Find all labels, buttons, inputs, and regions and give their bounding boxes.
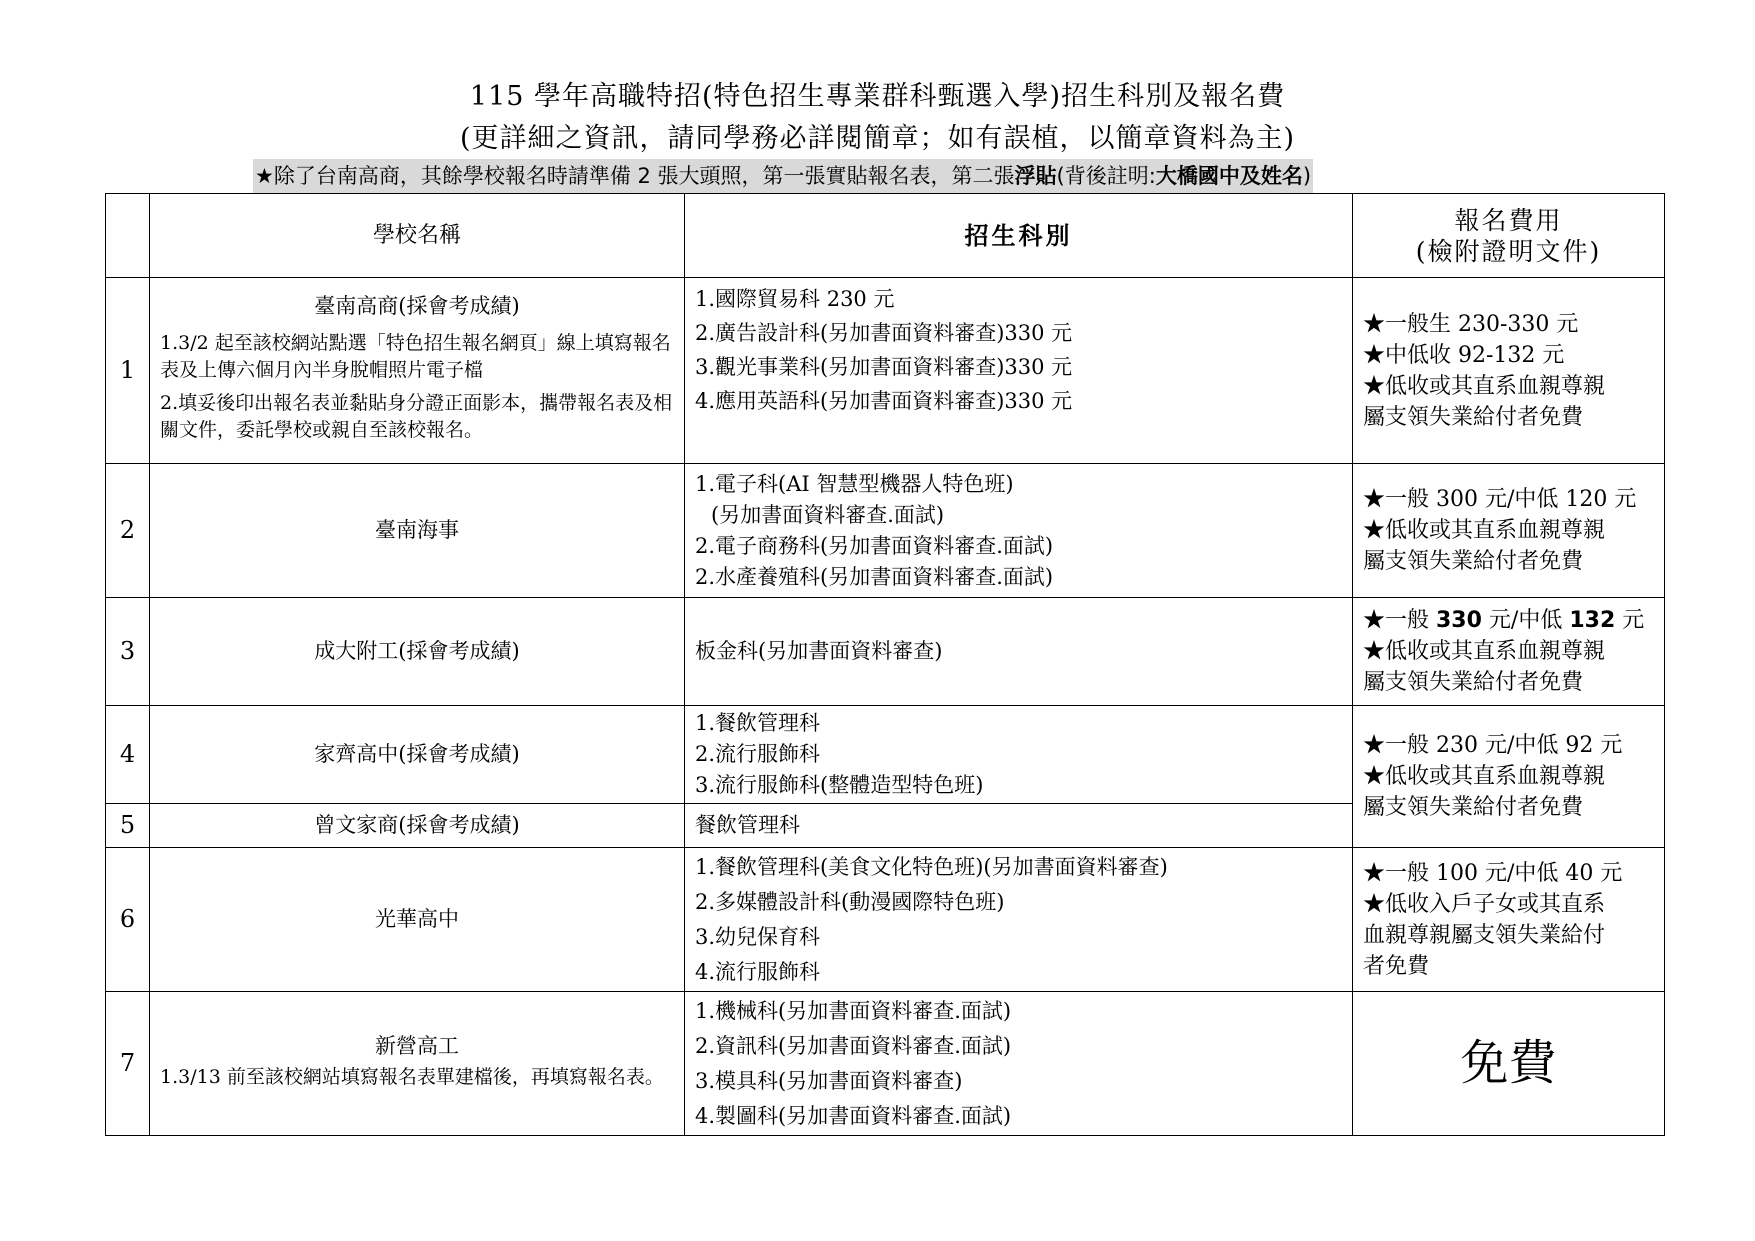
program-item: 2.廣告設計科(另加書面資料審查)330 元 [695, 321, 1073, 345]
fee-line: 屬支領失業給付者免費 [1363, 404, 1584, 430]
page-subtitle: (更詳細之資訊，請同學務必詳閱簡章；如有誤植，以簡章資料為主) [459, 123, 1296, 154]
school-step: 1.3/13 前至該校網站填寫報名表單建檔後，再填寫報名表。 [160, 1065, 664, 1088]
program-item: 2.資訊科(另加書面資料審查.面試) [695, 1033, 1012, 1058]
programs-cell [685, 848, 1353, 992]
fee-line: 血親尊親屬支領失業給付 [1363, 922, 1606, 948]
programs-cell [685, 464, 1353, 598]
admissions-table [105, 193, 1665, 1136]
program-item: 板金科(另加書面資料審查) [695, 639, 943, 663]
program-item: 3.幼兒保育科 [695, 924, 821, 949]
fee-cell [1353, 848, 1665, 992]
program-item: 3.模具科(另加書面資料審查) [695, 1068, 963, 1093]
table-row [106, 278, 1665, 464]
header-school: 學校名稱 [150, 194, 685, 278]
program-item: 2.流行服飾科 [695, 742, 821, 766]
program-item: 4.應用英語科(另加書面資料審查)330 元 [695, 389, 1073, 413]
table-row [106, 992, 1665, 1136]
school-name: 臺南高商(採會考成績) [314, 294, 520, 318]
fee-line: ★低收入戶子女或其直系 [1363, 891, 1606, 917]
programs-cell [685, 992, 1353, 1136]
program-item: 2.多媒體設計科(動漫國際特色班) [695, 889, 1005, 914]
header-fee-line: (檢附證明文件) [1415, 236, 1602, 266]
row-number: 7 [106, 992, 150, 1136]
row-number: 5 [106, 804, 150, 848]
programs-cell [685, 598, 1353, 706]
fee-cell [1353, 598, 1665, 706]
school-name: 曾文家商(採會考成績) [150, 804, 685, 848]
program-item: 3.觀光事業科(另加書面資料審查)330 元 [695, 355, 1073, 379]
fee-line: ★一般 330 元/中低 132 元 [1363, 608, 1645, 633]
notice-text: ) [1302, 164, 1312, 188]
program-item: 3.流行服飾科(整體造型特色班) [695, 773, 984, 797]
header-programs: 招生科別 [685, 194, 1353, 278]
notice-text: ★除了台南高商，其餘學校報名時請準備 2 張大頭照，第一張實貼報名表，第二張 [255, 164, 1015, 188]
program-item: 1.餐飲管理科 [695, 711, 821, 735]
programs-cell [685, 278, 1353, 464]
fee-line: ★一般 100 元/中低 40 元 [1363, 860, 1623, 886]
row-number: 1 [106, 278, 150, 464]
school-name: 新營高工 [375, 1033, 459, 1058]
fee-cell [1353, 278, 1665, 464]
school-step: 2.填妥後印出報名表並黏貼身分證正面影本，攜帶報名表及相關文件，委託學校或親自至該校報名。 [160, 392, 673, 441]
fee-free: 免費 [1353, 992, 1665, 1136]
fee-line: ★中低收 92-132 元 [1363, 342, 1565, 368]
notice-emphasis: 大橋國中及姓名 [1155, 164, 1303, 188]
school-name: 光華高中 [150, 848, 685, 992]
row-number: 2 [106, 464, 150, 598]
school-name: 成大附工(採會考成績) [150, 598, 685, 706]
row-number: 6 [106, 848, 150, 992]
table-row [106, 464, 1665, 598]
fee-line: 屬支領失業給付者免費 [1363, 549, 1584, 574]
header-fee [1353, 194, 1665, 278]
table-row [106, 848, 1665, 992]
program-item: 4.流行服飾科 [695, 959, 821, 984]
fee-line: ★一般 230 元/中低 92 元 [1363, 733, 1623, 758]
fee-cell [1353, 706, 1665, 848]
fee-line: ★一般生 230-330 元 [1363, 311, 1579, 337]
program-item: 2.電子商務科(另加書面資料審查.面試) [695, 533, 1054, 558]
row-number: 4 [106, 706, 150, 804]
program-item: 1.國際貿易科 230 元 [695, 287, 895, 311]
fee-line: 屬支領失業給付者免費 [1363, 795, 1584, 820]
school-cell [150, 278, 685, 464]
notice-emphasis: 浮貼 [1014, 164, 1057, 188]
program-item: 1.機械科(另加書面資料審查.面試) [695, 998, 1012, 1023]
fee-line: ★低收或其直系血親尊親 [1363, 518, 1606, 543]
fee-line: ★低收或其直系血親尊親 [1363, 373, 1606, 399]
school-name: 臺南海事 [150, 464, 685, 598]
fee-line: 屬支領失業給付者免費 [1363, 670, 1584, 695]
table-header-row [106, 194, 1665, 278]
programs-cell [685, 804, 1353, 848]
school-name: 家齊高中(採會考成績) [150, 706, 685, 804]
program-item: 1.電子科(AI 智慧型機器人特色班) [695, 471, 1014, 496]
fee-line: 者免費 [1363, 953, 1430, 979]
programs-cell [685, 706, 1353, 804]
program-item: 1.餐飲管理科(美食文化特色班)(另加書面資料審查) [695, 854, 1168, 879]
table-row [106, 598, 1665, 706]
fee-line: ★一般 300 元/中低 120 元 [1363, 487, 1637, 512]
notice-text: (背後註明: [1056, 164, 1156, 188]
row-number: 3 [106, 598, 150, 706]
fee-cell [1353, 464, 1665, 598]
fee-line: ★低收或其直系血親尊親 [1363, 639, 1606, 664]
table-row [106, 706, 1665, 804]
page-title: 115 學年高職特招(特色招生專業群科甄選入學)招生科別及報名費 [469, 81, 1286, 112]
school-step: 1.3/2 起至該校網站點選「特色招生報名網頁」線上填寫報名表及上傳六個月內半身脫帽照片電子檔 [160, 332, 671, 381]
fee-line: ★低收或其直系血親尊親 [1363, 764, 1606, 789]
program-item: 餐飲管理科 [695, 813, 800, 837]
header-num [106, 194, 150, 278]
school-cell [150, 992, 685, 1136]
header-fee-line: 報名費用 [1454, 205, 1563, 235]
program-item: (另加書面資料審查.面試) [711, 502, 945, 527]
program-item: 4.製圖科(另加書面資料審查.面試) [695, 1103, 1012, 1128]
photo-notice [253, 159, 1313, 193]
program-item: 2.水產養殖科(另加書面資料審查.面試) [695, 564, 1054, 589]
